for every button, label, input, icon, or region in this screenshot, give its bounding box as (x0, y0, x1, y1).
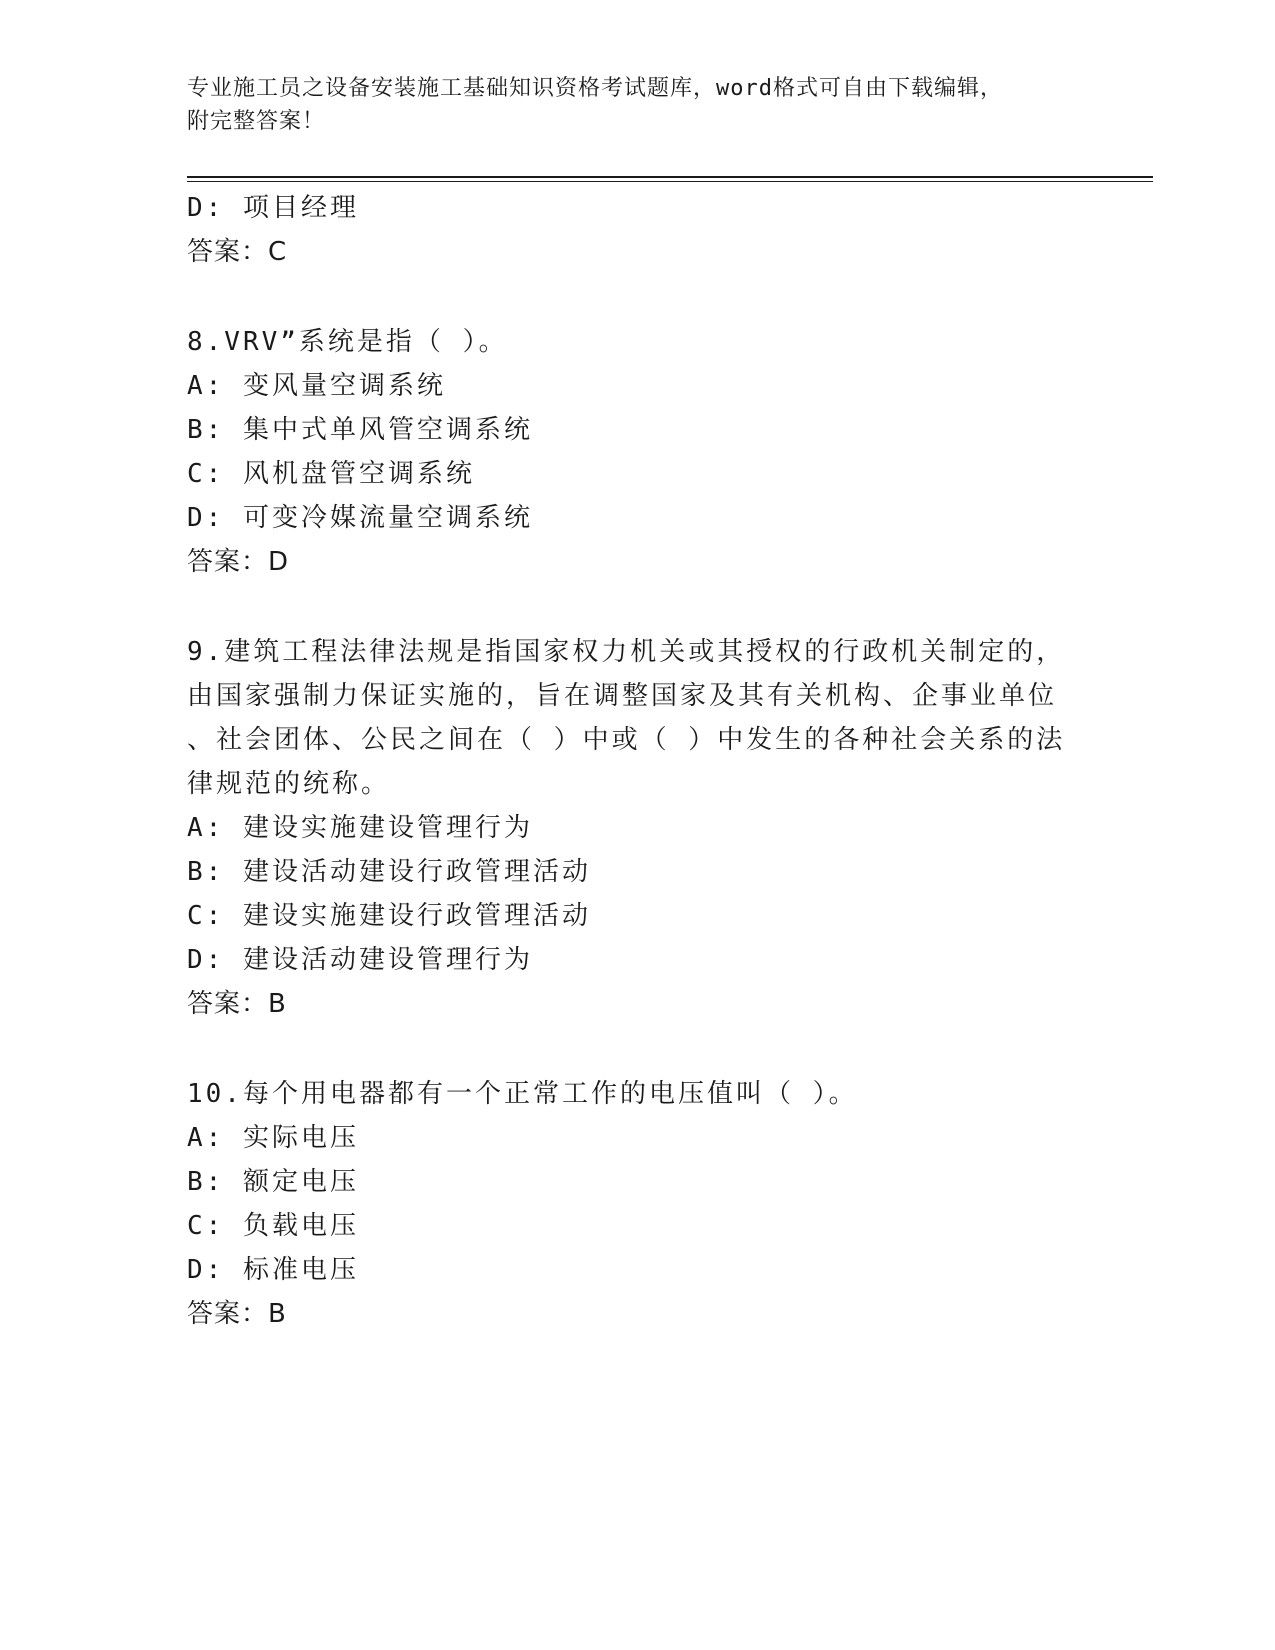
q8-option-d: D: 可变冷媒流量空调系统 (187, 503, 533, 533)
q9-question-line-3: 、社会团体、公民之间在（ ）中或（ ）中发生的各种社会关系的法 (187, 725, 1066, 755)
q10-option-a: A: 实际电压 (187, 1123, 359, 1153)
q10-question: 10.每个用电器都有一个正常工作的电压值叫（ ）。 (187, 1079, 858, 1109)
q9-option-c: C: 建设实施建设行政管理活动 (187, 901, 591, 931)
header-line-1: 专业施工员之设备安装施工基础知识资格考试题库，word格式可自由下载编辑， (187, 76, 1003, 101)
q9-question-line-2: 由国家强制力保证实施的，旨在调整国家及其有关机构、企事业单位 (187, 681, 1058, 711)
q7-answer: 答案：C (187, 237, 288, 267)
header-line-2: 附完整答案！ (187, 109, 326, 134)
header-divider-thin (187, 181, 1153, 182)
q10-option-d: D: 标准电压 (187, 1255, 359, 1285)
document-header (187, 72, 1067, 138)
q8-question: 8.VRV”系统是指（ ）。 (187, 327, 508, 357)
q8-answer: 答案：D (187, 547, 290, 577)
q9-option-d: D: 建设活动建设管理行为 (187, 945, 533, 975)
q9-answer: 答案：B (187, 989, 287, 1019)
q10-option-b: B: 额定电压 (187, 1167, 359, 1197)
q10-option-c: C: 负载电压 (187, 1211, 359, 1241)
q7-option-d: D: 项目经理 (187, 193, 359, 223)
q9-question-line-1: 9.建筑工程法律法规是指国家权力机关或其授权的行政机关制定的， (187, 637, 1066, 667)
q10-answer: 答案：B (187, 1299, 287, 1329)
q9-option-a: A: 建设实施建设管理行为 (187, 813, 533, 843)
q8-option-b: B: 集中式单风管空调系统 (187, 415, 533, 445)
q9-option-b: B: 建设活动建设行政管理活动 (187, 857, 591, 887)
q9-question-line-4: 律规范的统称。 (187, 769, 391, 799)
q8-option-c: C: 风机盘管空调系统 (187, 459, 475, 489)
q8-option-a: A: 变风量空调系统 (187, 371, 446, 401)
header-divider-thick (187, 176, 1153, 178)
